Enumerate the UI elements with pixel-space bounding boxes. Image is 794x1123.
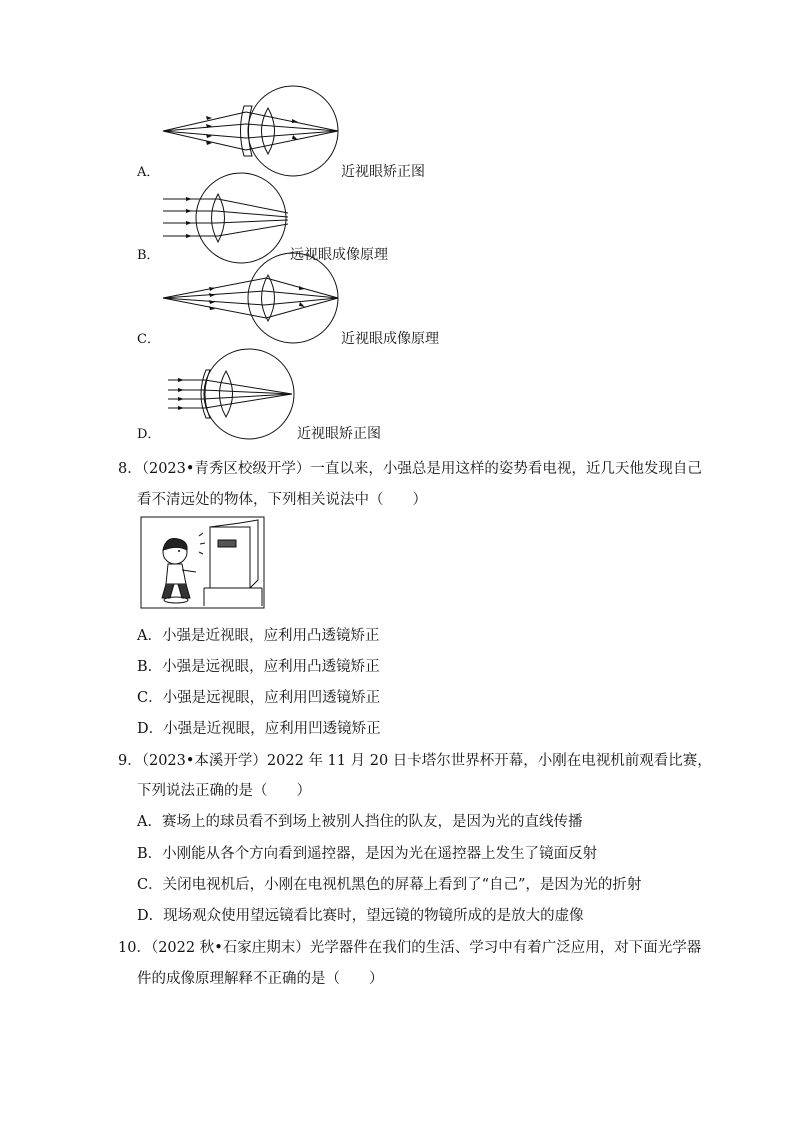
diagram-caption: 近视眼矫正图 xyxy=(297,426,381,442)
option-d: D．现场观众使用望远镜看比赛时，望远镜的物镜所成的是放大的虚像 xyxy=(137,908,584,924)
question-stem: 件的成像原理解释不正确的是（ ） xyxy=(137,971,384,987)
diagram-caption: 远视眼成像原理 xyxy=(290,247,388,263)
option-letter: D． xyxy=(137,427,161,442)
option-a: A．小强是近视眼，应利用凸透镜矫正 xyxy=(137,628,380,644)
diagram-caption: 近视眼矫正图 xyxy=(341,164,425,180)
option-b: B．小刚能从各个方向看到遥控器，是因为光在遥控器上发生了镜面反射 xyxy=(137,846,598,862)
question-stem: 9．（2023•本溪开学）2022 年 11 月 20 日卡塔尔世界杯开幕，小刚在电视机前观看比赛， xyxy=(118,753,712,769)
question-stem: 看不清远处的物体，下列相关说法中（ ） xyxy=(137,492,427,508)
option-letter: A． xyxy=(137,165,160,180)
question-stem: 8．（2023•青秀区校级开学）一直以来，小强总是用这样的姿势看电视，近几天他发现自己 xyxy=(118,461,702,477)
option-d: D．小强是近视眼，应利用凹透镜矫正 xyxy=(137,721,381,737)
option-a: A．赛场上的球员看不到场上被别人挡住的队友，是因为光的直线传播 xyxy=(137,814,583,830)
question-stem: 下列说法正确的是（ ） xyxy=(137,783,311,799)
option-c: C．关闭电视机后，小刚在电视机黑色的屏幕上看到了“自己”，是因为光的折射 xyxy=(137,877,642,893)
question-stem: 10．（2022 秋•石家庄期末）光学器件在我们的生活、学习中有着广泛应用，对下面光学器 xyxy=(118,940,702,956)
option-b: B．小强是远视眼，应利用凸透镜矫正 xyxy=(137,659,380,675)
option-letter: C． xyxy=(137,332,160,347)
option-letter: B． xyxy=(137,248,160,263)
diagram-caption: 近视眼成像原理 xyxy=(341,331,439,347)
option-c: C．小强是远视眼，应利用凹透镜矫正 xyxy=(137,690,381,706)
